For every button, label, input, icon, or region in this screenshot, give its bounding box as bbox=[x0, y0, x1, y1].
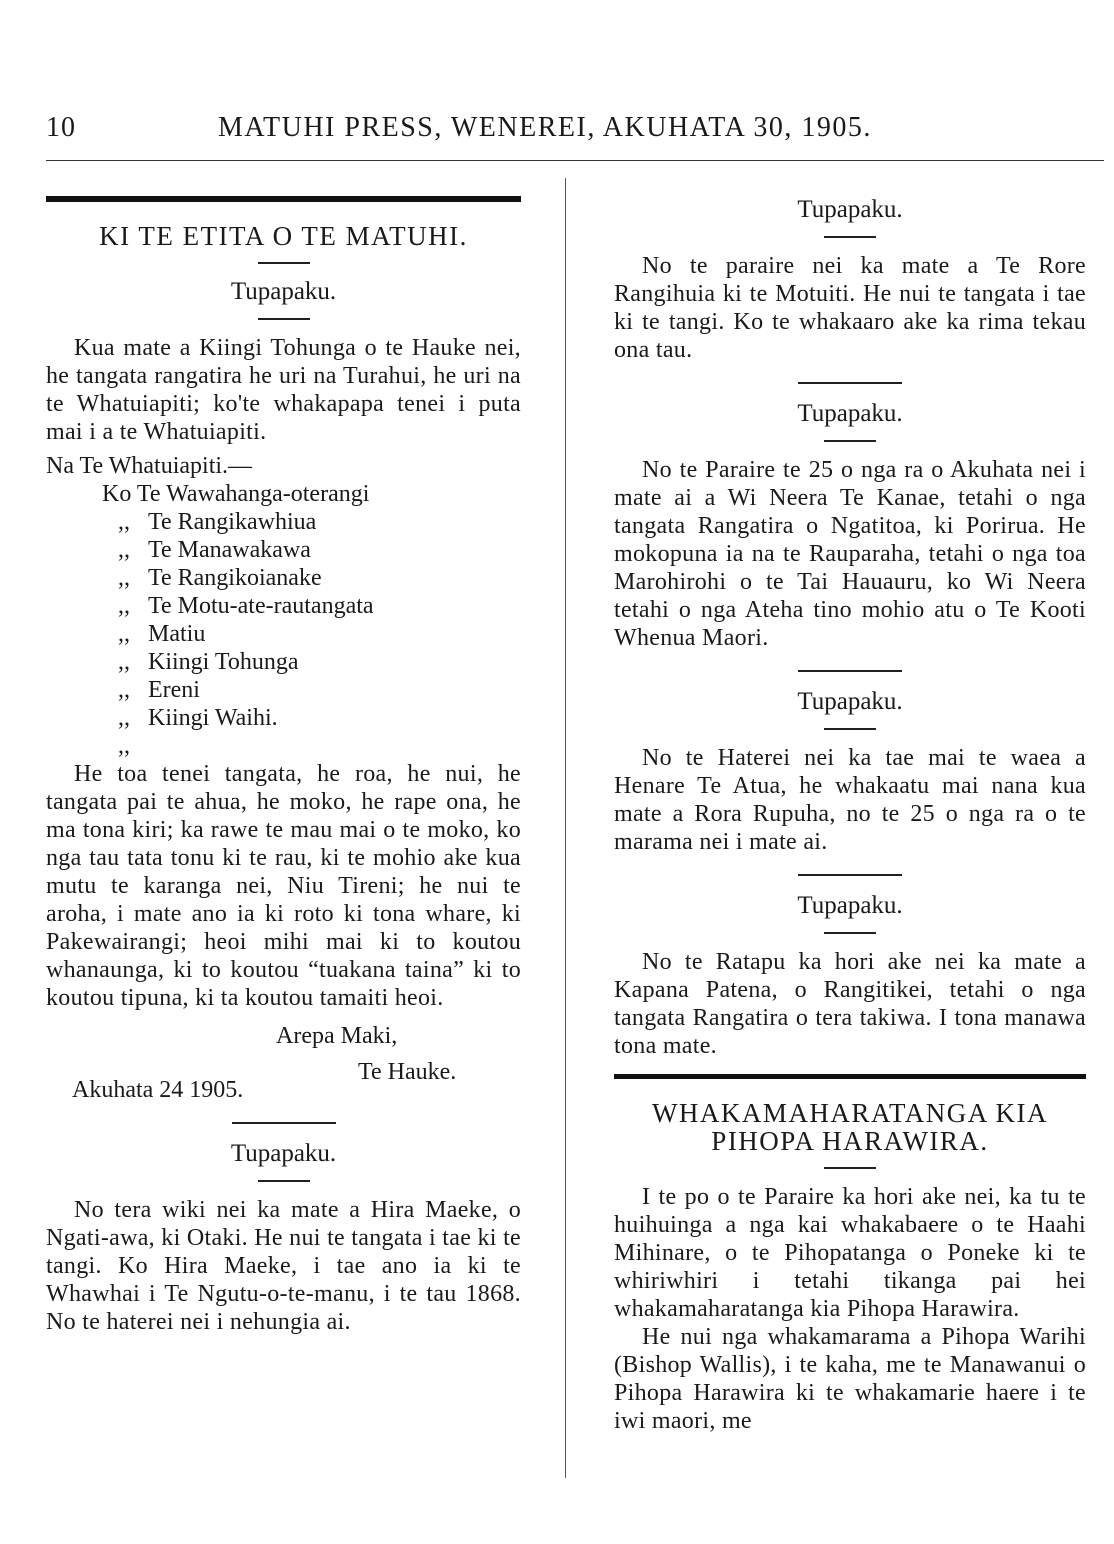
section-title: KI TE ETITA O TE MATUHI. bbox=[99, 221, 468, 251]
divider bbox=[824, 932, 876, 934]
divider bbox=[258, 1180, 310, 1182]
genealogy-item: ,, Te Manawakawa bbox=[118, 537, 311, 563]
signature-place: Te Hauke. bbox=[358, 1059, 457, 1085]
divider bbox=[824, 1167, 876, 1169]
right-column bbox=[614, 190, 1086, 1435]
article-body: No te paraire nei ka mate a Te Rore Rangihuia ki te Motuiti. He nui te tangata i tae ki te tangi. Ko te whakaaro ake ka rima tekau ona tau. bbox=[614, 253, 1086, 363]
divider bbox=[824, 728, 876, 730]
page-number: 10 bbox=[46, 112, 76, 143]
article-heading: Tupapaku. bbox=[797, 196, 903, 223]
divider bbox=[798, 670, 902, 672]
article-body: I te po o te Paraire ka hori ake nei, ka tu te huihuinga a nga kai whakabaere o te Haahi Mihinare, o te Pihopatanga o Poneke ki te whiriwhiri i tetahi tikanga pai hei whakamaharatanga kia Pihopa Harawira. bbox=[614, 1184, 1086, 1322]
article-body: Kua mate a Kiingi Tohunga o te Hauke nei, he tangata rangatira he uri na Turahui, he uri na te Whatuiapiti; ko'te whakapapa tenei i puta mai i a te Whatuiapiti. bbox=[46, 335, 521, 445]
section-title: PIHOPA HARAWIRA. bbox=[711, 1126, 989, 1156]
genealogy-item: ,, Kiingi Waihi. bbox=[118, 705, 278, 731]
genealogy-item: ,, Matiu bbox=[118, 621, 206, 647]
article-heading: Tupapaku. bbox=[230, 278, 337, 305]
article-body: No te Paraire te 25 o nga ra o Akuhata nei i mate ai a Wi Neera Te Kanae, tetahi o nga tangata Rangatira o Ngatitoa, ki Porirua. He mokopuna ia na te Rauparaha, tetahi o nga toa Marohirohi o te Tai Hauauru, ko Wi Neera tetahi o nga Ateha tino mohio atu o Te Kooti Whenua Maori. bbox=[614, 457, 1086, 651]
genealogy-item: ,, Te Motu-ate-rautangata bbox=[118, 593, 374, 619]
genealogy-intro: Na Te Whatuiapiti.— bbox=[46, 453, 253, 479]
divider bbox=[824, 236, 876, 238]
article-heading: Tupapaku. bbox=[230, 1140, 337, 1167]
signature-name: Arepa Maki, bbox=[276, 1023, 398, 1049]
article-body: He nui nga whakamarama a Pihopa Warihi (Bishop Wallis), i te kaha, me te Manawanui o Pihopa Harawira ki te whakamarie haere i te iwi maori, me bbox=[614, 1324, 1086, 1434]
article-body: No te Ratapu ka hori ake nei ka mate a Kapana Patena, o Rangitikei, tetahi o nga tangata Rangatira o tera takiwa. I tona manawa tona mate. bbox=[614, 949, 1086, 1059]
article-body: No te Haterei nei ka tae mai te waea a Henare Te Atua, he whakaatu mai nana kua mate a Rora Rupuha, no te 25 o nga ra o te marama nei i mate ai. bbox=[614, 745, 1086, 855]
article-heading: Tupapaku. bbox=[797, 688, 903, 715]
article-body: He toa tenei tangata, he roa, he nui, he tangata pai te ahua, he moko, he rape ona, he ma tona kiri; ka rawe te mau mai o te moko, ko nga tau tata tonu ki te rau, ki te mohio ake kua mutu te karanga nei, Niu Tireni; he nui te aroha, i mate ano ia ki roto ki tona whare, ki Pakewairangi; heoi mihi mai ki to koutou whanaunga, ki to koutou “tuakana taina” ki to koutou tipuna, ki ta koutou tamaiti heoi. bbox=[46, 761, 521, 1011]
genealogy-item: ,, Te Rangikoianake bbox=[118, 565, 322, 591]
left-column bbox=[46, 190, 521, 1336]
divider bbox=[258, 318, 310, 320]
divider bbox=[232, 1122, 336, 1124]
article-heading: Tupapaku. bbox=[797, 400, 903, 427]
column-divider bbox=[565, 178, 566, 1478]
divider bbox=[824, 440, 876, 442]
section-rule bbox=[46, 196, 521, 202]
article-heading: Tupapaku. bbox=[797, 892, 903, 919]
masthead: MATUHI PRESS, WENEREI, AKUHATA 30, 1905. bbox=[218, 112, 872, 143]
divider bbox=[798, 382, 902, 384]
letter-date: Akuhata 24 1905. bbox=[72, 1077, 244, 1103]
section-rule bbox=[614, 1074, 1086, 1079]
divider bbox=[258, 262, 310, 264]
genealogy-list bbox=[46, 508, 521, 760]
article-body: No tera wiki nei ka mate a Hira Maeke, o Ngati-awa, ki Otaki. He nui te tangata i tae ki te tangi. Ko Hira Maeke, i tae ano ia ki te Whawhai i Te Ngutu-o-te-manu, i te tau 1868. No te haterei nei i nehungia ai. bbox=[46, 1197, 521, 1335]
genealogy-item: ,, Kiingi Tohunga bbox=[118, 649, 299, 675]
genealogy-item: ,, bbox=[118, 733, 130, 759]
genealogy-first: Ko Te Wawahanga-oterangi bbox=[102, 481, 370, 507]
header-rule bbox=[46, 160, 1104, 161]
genealogy-item: ,, Ereni bbox=[118, 677, 200, 703]
page-header bbox=[46, 112, 1092, 152]
genealogy-item: ,, Te Rangikawhiua bbox=[118, 509, 317, 535]
divider bbox=[798, 874, 902, 876]
section-title: WHAKAMAHARATANGA KIA bbox=[651, 1098, 1049, 1128]
